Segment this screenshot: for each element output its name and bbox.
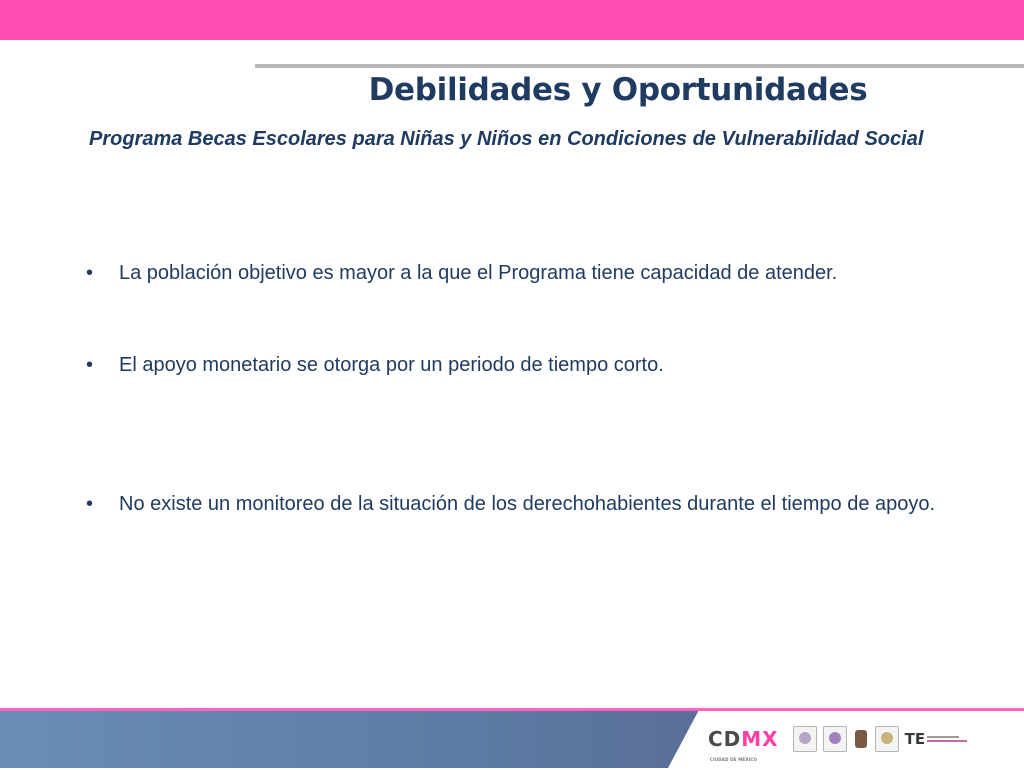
slide-footer xyxy=(0,708,1024,768)
bullet-text: El apoyo monetario se otorga por un periodo de tiempo corto. xyxy=(119,354,664,376)
footer-color-band xyxy=(0,708,700,768)
te-logo-text: TE xyxy=(904,730,926,748)
bullet-marker: • xyxy=(86,354,94,376)
bullet-item-2 xyxy=(86,344,986,386)
cdmx-logo-cd: CD xyxy=(708,727,742,751)
state-seal-icon xyxy=(875,726,899,752)
bullet-marker: • xyxy=(86,493,94,515)
program-subtitle: Programa Becas Escolares para Niñas y Niños en Condiciones de Vulnerabilidad Social xyxy=(89,128,924,150)
cdmx-logo-subtext: CIUDAD DE MÉXICO xyxy=(710,757,758,762)
cdmx-logo xyxy=(708,727,779,762)
institutional-seal-icon xyxy=(823,726,847,752)
bullet-text: No existe un monitoreo de la situación de los derechohabientes durante el tiempo de apoyo. xyxy=(119,493,936,515)
dif-seal-icon xyxy=(793,726,817,752)
bullet-text: La población objetivo es mayor a la que el Programa tiene capacidad de atender. xyxy=(119,262,838,284)
te-logo-icon xyxy=(905,730,967,748)
te-logo-lines xyxy=(927,734,967,744)
slide-title: Debilidades y Oportunidades xyxy=(368,72,868,108)
bullet-item-1 xyxy=(86,252,986,294)
coat-of-arms-icon xyxy=(853,727,869,751)
cdmx-logo-mx: MX xyxy=(741,727,779,751)
footer-logos xyxy=(708,724,967,762)
bullet-marker: • xyxy=(86,262,94,284)
bullet-item-3 xyxy=(86,483,986,525)
footer-pink-line xyxy=(0,708,1024,711)
